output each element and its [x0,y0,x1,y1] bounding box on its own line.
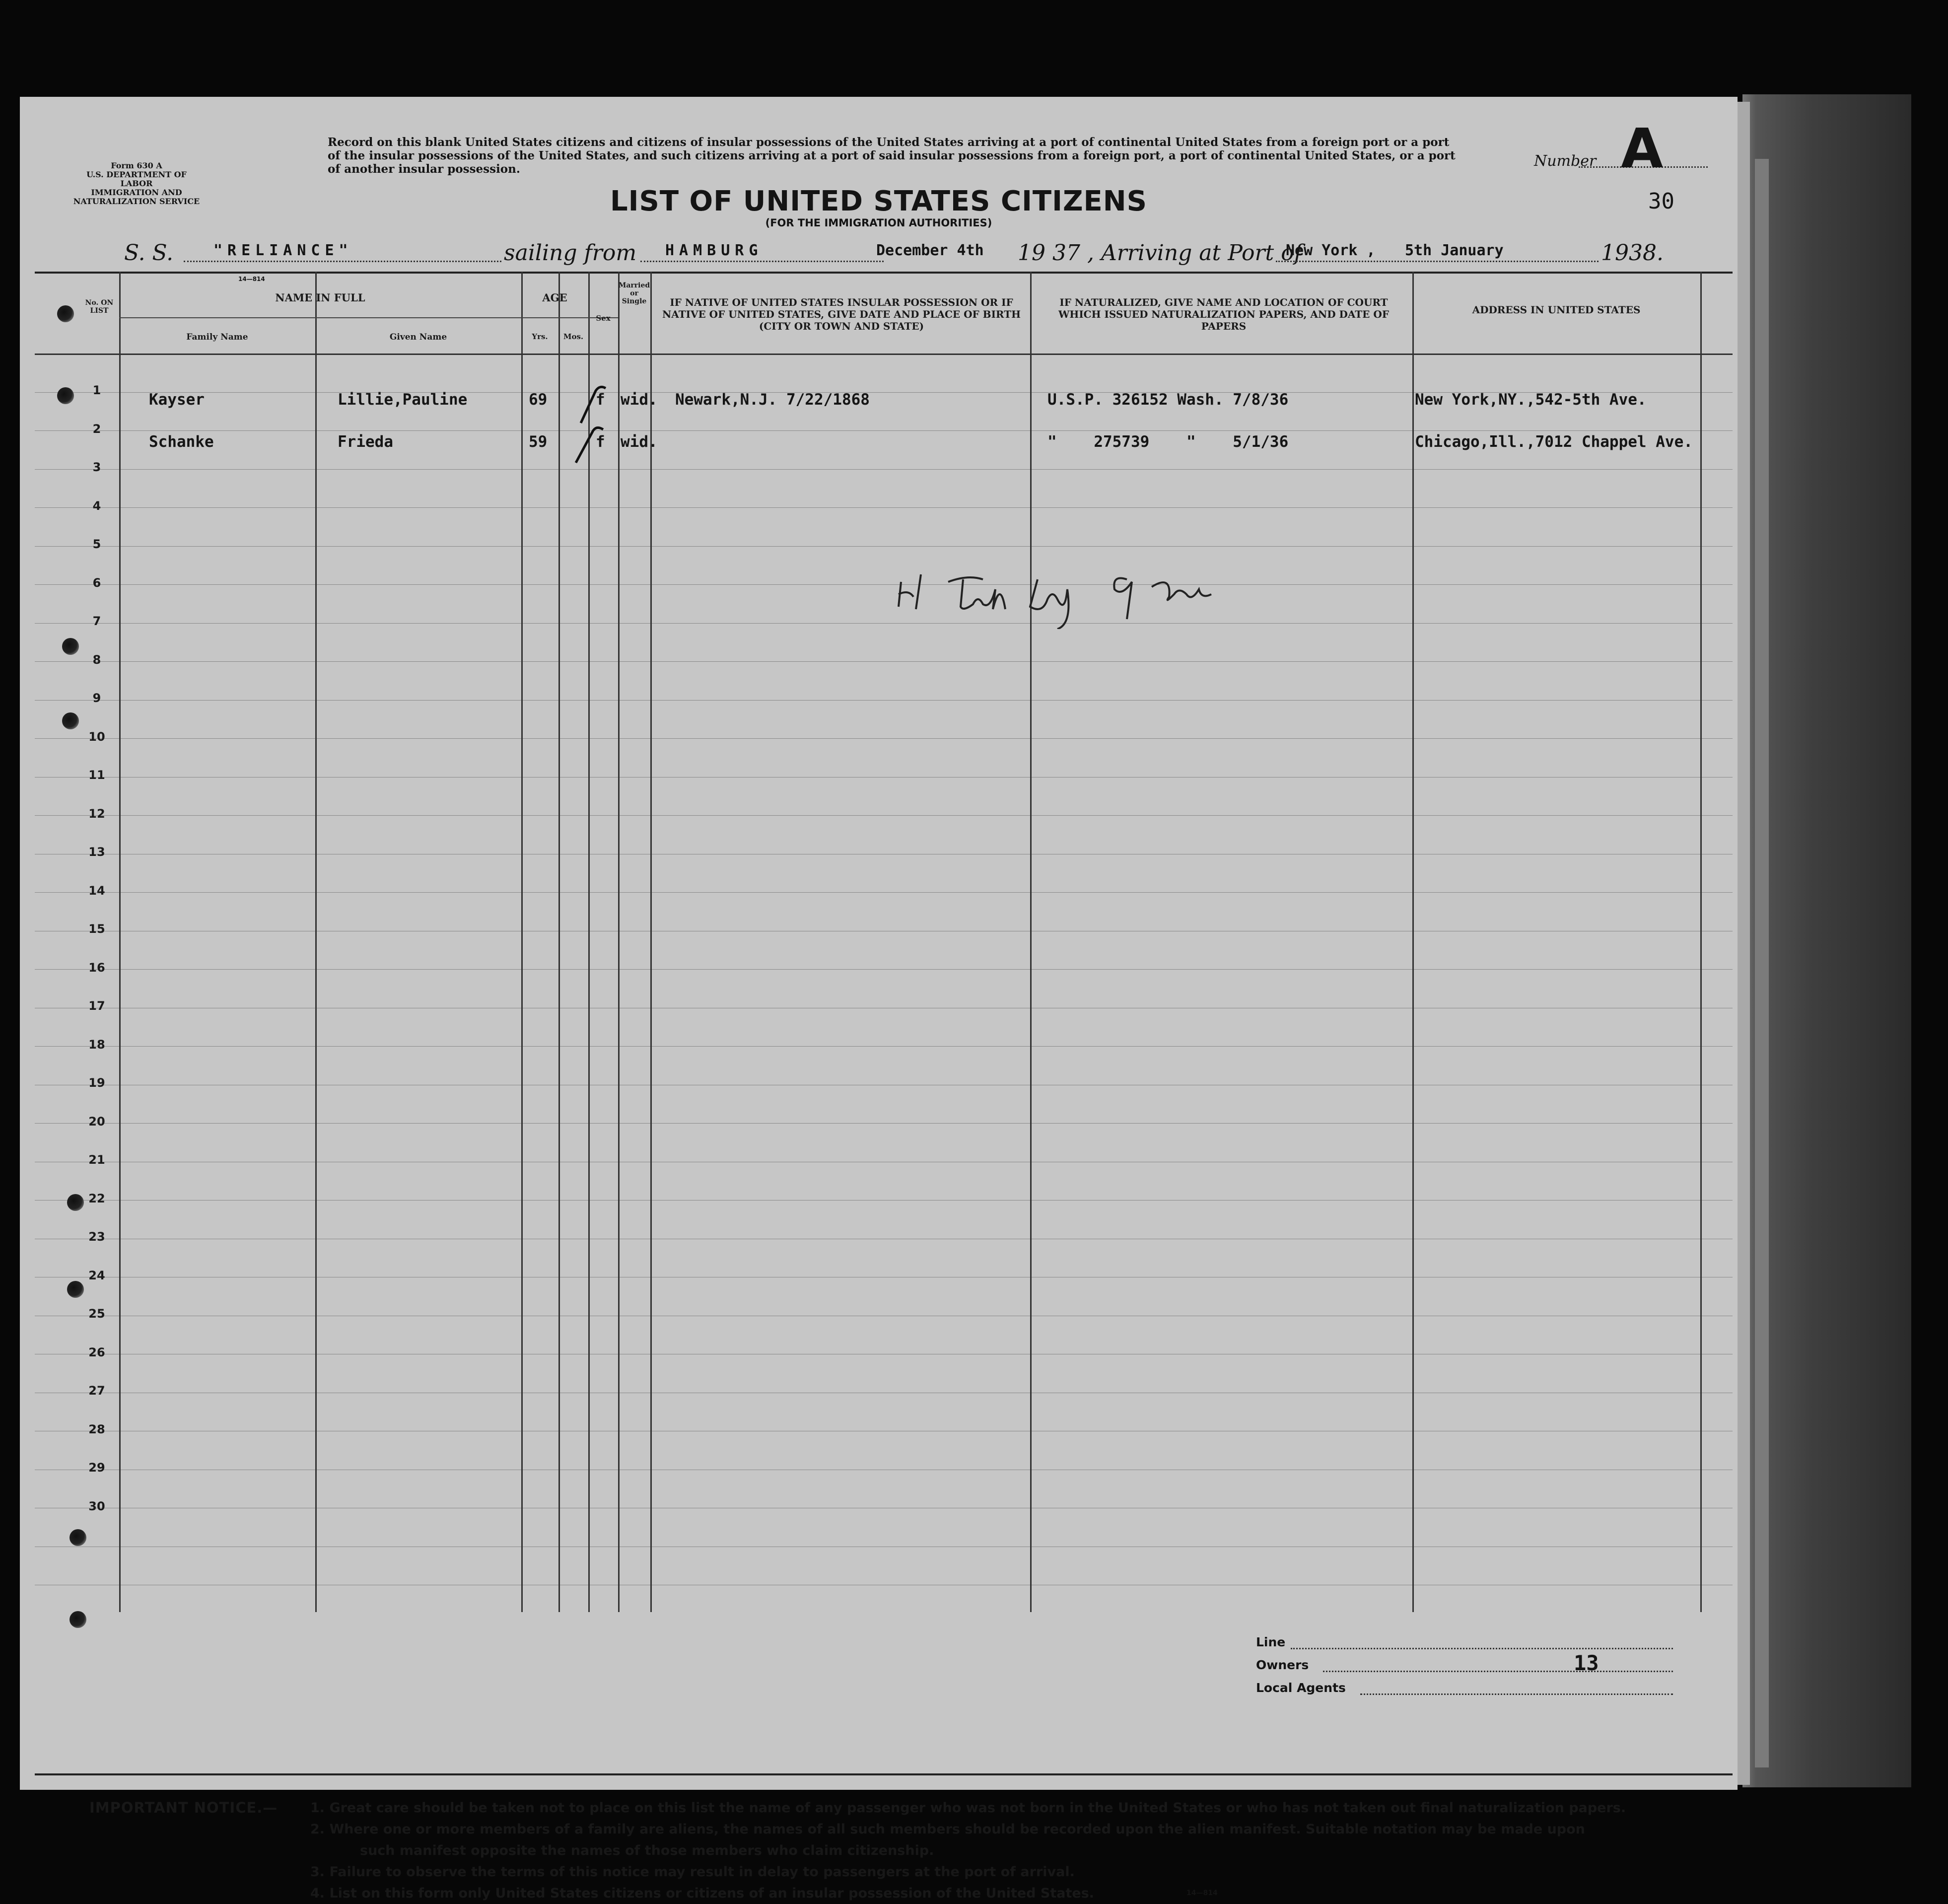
col-header-mos: Mos. [563,332,584,341]
row-rule [35,661,1733,662]
notice-label: IMPORTANT NOTICE.— [89,1799,278,1816]
row-number: 23 [88,1230,105,1244]
row2-address: Chicago,Ill.,7012 Chappel Ave. [1415,433,1693,451]
row2-given: Frieda [338,433,393,451]
row2-naturalized: " 275739 " 5/1/36 [1047,433,1289,451]
row-number: 27 [88,1384,105,1398]
row-number: 4 [92,498,101,513]
sailing-label: sailing from [504,240,637,266]
column-rule [1030,272,1032,1612]
form-instructions: Record on this blank United States citizens and citizens of insular possessions of the United States arriving at a port of continental United States from a foreign port or a port of the insular possessions of the United States, and such citizens arriving at a port of said insular possessions from a foreign port, a port of continental United States, or a port of another insular possession. [328,136,1456,176]
binder-page-edge [1755,159,1769,1767]
row-number: 3 [92,460,101,474]
row2-family: Schanke [149,433,214,451]
notice-item-2: 2. Where one or more members of a family are aliens, the names of all such members should be recorded upon the alien manifest. Suitable notation may be made upon [310,1822,1585,1837]
ship-line [184,261,501,262]
row-number: 11 [88,768,105,782]
port-from: HAMBURG [665,242,763,259]
year-from: 19 37 [1018,240,1080,266]
row2-married: wid. [621,433,658,451]
row-number: 2 [92,422,101,436]
binding-hole [67,1281,84,1298]
manifest-sheet [20,97,1738,1901]
binding-hole [62,712,79,729]
row-rule [35,892,1733,893]
row1-family: Kayser [149,391,205,409]
port-from-line [640,261,884,262]
owners-field [1323,1671,1673,1672]
header-bottom-rule [35,353,1733,355]
column-rule [1700,272,1702,1612]
line-label: Line [1256,1635,1286,1649]
col-header-married: Married or Single [618,282,650,305]
row-rule [35,623,1733,624]
column-rule [588,272,590,1612]
row-number: 16 [88,960,105,975]
notice-item-4: 4. List on this form only United States citizens or citizens of an insular possession of the United States. [310,1886,1095,1901]
notice-item-2-cont: such manifest opposite the names of those members who claim citizenship. [360,1843,934,1858]
row-rule [35,969,1733,970]
row-number: 24 [88,1268,105,1282]
col-header-native: IF NATIVE OF UNITED STATES INSULAR POSSESSION OR IF NATIVE OF UNITED STATES, GIVE DATE AND PLACE OF BIRTH (CITY OR TOWN AND STATE) [662,296,1021,332]
page-count: 13 [1574,1651,1599,1675]
port-to-line [1276,261,1599,262]
row-rule [35,1123,1733,1124]
arriving-label: , Arriving at Port of [1087,240,1302,266]
table-top-rule [35,272,1733,274]
col-header-family: Family Name [186,332,248,342]
notice-item-3: 3. Failure to observe the terms of this notice may result in delay to passengers at the port of arrival. [310,1864,1075,1880]
row1-yrs: 69 [529,391,548,409]
row-number: 22 [88,1191,105,1205]
voyage-line [20,236,1738,276]
ship-name: "RELIANCE" [213,242,353,259]
row-number: 14 [88,883,105,898]
date-from: December 4th [876,242,984,259]
table-bottom-rule [35,1773,1733,1775]
row2-sex: f [596,433,605,451]
department-name: U.S. DEPARTMENT OF LABOR [86,170,187,188]
line-field [1291,1648,1673,1649]
col-header-sex: Sex [596,314,611,323]
row-rule [35,507,1733,508]
check-marks [561,376,630,465]
row1-address: New York,NY.,542-5th Ave. [1415,391,1647,409]
row-number: 29 [88,1461,105,1475]
column-rule [119,272,121,1612]
row-number: 28 [88,1422,105,1436]
row-rule [35,584,1733,585]
number-label: Number [1534,152,1597,170]
form-code: 14—814 [238,276,265,282]
binding-hole [57,305,74,322]
column-rule [315,272,317,1612]
col-header-naturalized: IF NATURALIZED, GIVE NAME AND LOCATION OF COURT WHICH ISSUED NATURALIZATION PAPERS, AND DATE OF PAPERS [1058,296,1390,332]
row-number: 17 [88,999,105,1013]
binding-hole [70,1529,86,1546]
row-rule [35,546,1733,547]
row-number: 7 [92,614,101,628]
column-rule [618,272,620,1612]
signature-block [1256,1631,1346,1699]
row-rule [35,738,1733,739]
row-rule [35,469,1733,470]
date-to: 5th January [1405,242,1504,259]
year-to: 1938. [1601,240,1664,266]
row-number: 30 [88,1499,105,1513]
owners-label: Owners [1256,1658,1309,1672]
subheader-rule [119,317,618,318]
row-number: 8 [92,652,101,667]
row-number: 21 [88,1153,105,1167]
column-rule [650,272,652,1612]
row1-sex: f [596,391,605,409]
list-number-value: A [1621,117,1664,180]
col-header-age: AGE [542,291,567,304]
row1-naturalized: U.S.P. 326152 Wash. 7/8/36 [1047,391,1289,409]
col-header-name: NAME IN FULL [275,291,365,304]
row-rule [35,700,1733,701]
row-number: 1 [92,383,101,397]
binding-hole [62,638,79,655]
row-number: 26 [88,1345,105,1359]
handwritten-annotation [894,560,1281,629]
ss-label: S. S. [124,240,174,266]
form-code: 14—814 [1186,1889,1218,1897]
row1-given: Lillie,Pauline [338,391,468,409]
row-number: 19 [88,1076,105,1090]
local-agents-label: Local Agents [1256,1681,1346,1695]
service-name: IMMIGRATION AND [91,188,182,197]
col-header-address: ADDRESS IN UNITED STATES [1472,304,1641,316]
row-number: 6 [92,575,101,590]
row-number: 5 [92,537,101,551]
service-name: NATURALIZATION SERVICE [73,197,200,206]
page-title: LIST OF UNITED STATES CITIZENS [610,185,1147,217]
col-header-yrs: Yrs. [532,332,548,341]
row-rule [35,1046,1733,1047]
port-to: New York , [1286,242,1376,259]
citizens-table [35,272,1733,1612]
local-agents-field [1360,1693,1673,1695]
row-number: 12 [88,806,105,821]
row-number: 25 [88,1307,105,1321]
binding-hole [67,1194,84,1211]
row-number: 20 [88,1114,105,1128]
row-number: 15 [88,922,105,936]
row1-native: Newark,N.J. 7/22/1868 [675,391,870,409]
col-header-given: Given Name [389,332,447,342]
column-rule [558,272,560,1612]
row2-yrs: 59 [529,433,548,451]
notice-item-1: 1. Great care should be taken not to place on this list the name of any passenger who was not born in the United States or who has not taken out final naturalization papers. [310,1800,1626,1816]
row-number: 18 [88,1037,105,1052]
row-number: 13 [88,845,105,859]
binding-hole [57,387,74,404]
row1-married: wid. [621,391,658,409]
column-rule [1412,272,1414,1612]
page-subtitle: (FOR THE IMMIGRATION AUTHORITIES) [765,217,992,229]
row-number: 9 [92,691,101,705]
row-rule [35,430,1733,431]
col-header-no: No. ON LIST [85,299,114,315]
page-number: 30 [1648,189,1674,214]
binding-hole [70,1611,86,1628]
form-number: Form 630 A [111,161,162,170]
row-number: 10 [88,729,105,744]
row-rule [35,815,1733,816]
column-rule [521,272,523,1612]
